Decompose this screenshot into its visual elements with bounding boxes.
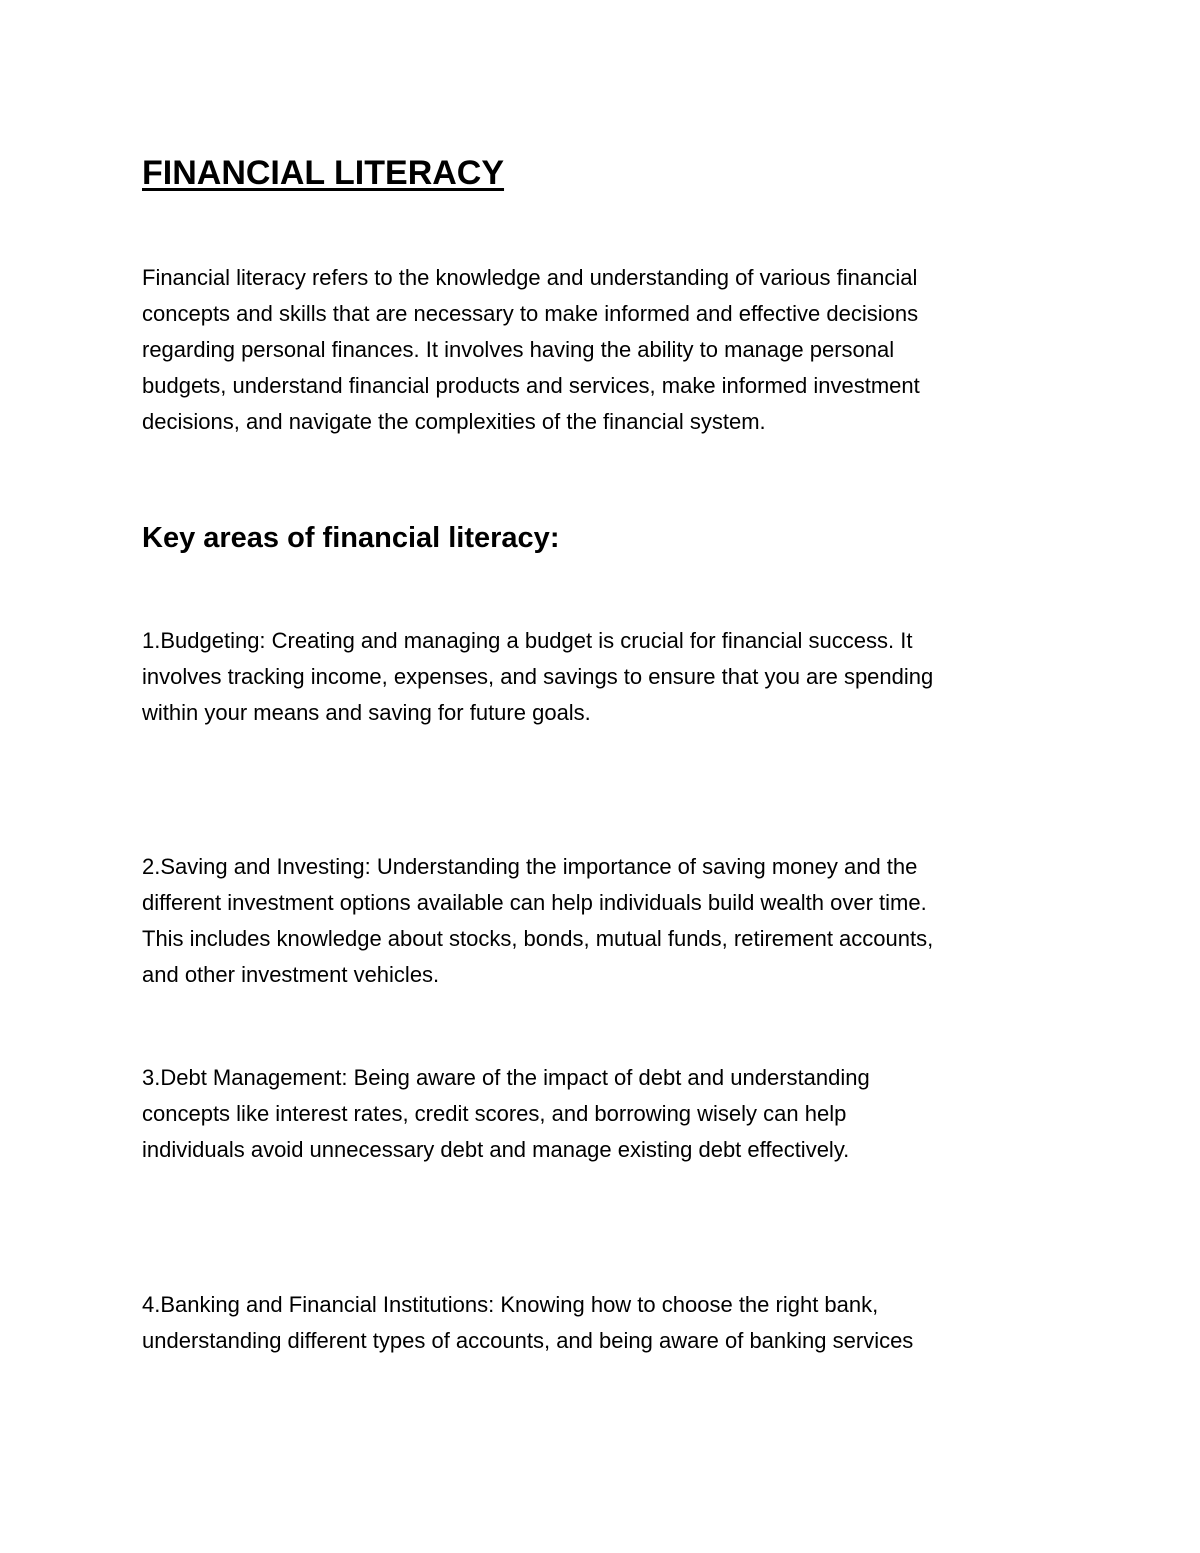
paragraph-line: involves tracking income, expenses, and savings to ensure that you are spending	[142, 664, 934, 689]
list-item-debt-management	[142, 1060, 870, 1168]
paragraph-line: 4.Banking and Financial Institutions: Knowing how to choose the right bank,	[142, 1292, 879, 1317]
paragraph-line: decisions, and navigate the complexities of the financial system.	[142, 409, 766, 434]
paragraph-line: concepts and skills that are necessary to make informed and effective decisions	[142, 301, 919, 326]
intro-paragraph	[142, 260, 920, 440]
paragraph-line: This includes knowledge about stocks, bonds, mutual funds, retirement accounts,	[142, 926, 934, 951]
list-item-budgeting	[142, 623, 933, 731]
paragraph-line: 2.Saving and Investing: Understanding the importance of saving money and the	[142, 854, 918, 879]
paragraph-line: budgets, understand financial products and services, make informed investment	[142, 373, 920, 398]
paragraph-line: concepts like interest rates, credit scores, and borrowing wisely can help	[142, 1101, 847, 1126]
paragraph-line: individuals avoid unnecessary debt and manage existing debt effectively.	[142, 1137, 850, 1162]
paragraph-line: within your means and saving for future goals.	[142, 700, 591, 725]
paragraph-line: Financial literacy refers to the knowledge and understanding of various financial	[142, 265, 918, 290]
paragraph-line: regarding personal finances. It involves having the ability to manage personal	[142, 337, 895, 362]
paragraph-line: different investment options available can help individuals build wealth over time.	[142, 890, 927, 915]
paragraph-line: 1.Budgeting: Creating and managing a budget is crucial for financial success. It	[142, 628, 913, 653]
paragraph-line: and other investment vehicles.	[142, 962, 440, 987]
document-title: FINANCIAL LITERACY	[142, 154, 505, 192]
paragraph-line: 3.Debt Management: Being aware of the impact of debt and understanding	[142, 1065, 870, 1090]
section-heading: Key areas of financial literacy:	[142, 522, 560, 554]
paragraph-line: understanding different types of accounts, and being aware of banking services	[142, 1328, 914, 1353]
list-item-saving-investing	[142, 849, 933, 993]
list-item-banking	[142, 1287, 913, 1359]
